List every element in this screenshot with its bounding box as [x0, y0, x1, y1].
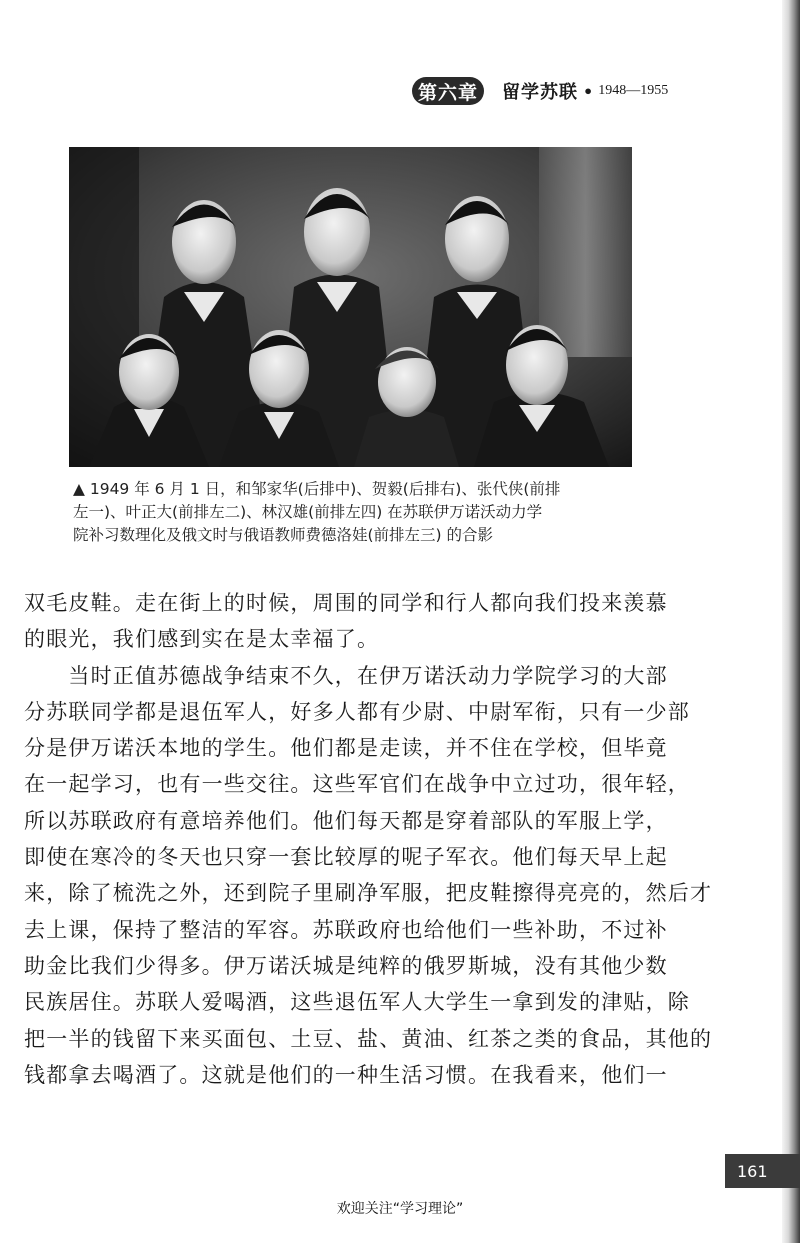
running-header: [412, 76, 668, 106]
body-line: 来，除了梳洗之外，还到院子里刷净军服，把皮鞋擦得亮亮的，然后才: [24, 881, 713, 906]
body-line: 把一半的钱留下来买面包、土豆、盐、黄油、红茶之类的食品，其他的: [24, 1026, 713, 1051]
caption-line: 左一)、叶正大(前排左二)、林汉雄(前排左四) 在苏联伊万诺沃动力学: [73, 503, 543, 521]
body-line: 去上课，保持了整洁的军容。苏联政府也给他们一些补助，不过补: [24, 917, 668, 942]
caption-line: 院补习数理化及俄文时与俄语教师费德洛娃(前排左三) 的合影: [73, 526, 494, 544]
page-number: 161: [725, 1154, 800, 1188]
group-photo: [69, 147, 632, 467]
body-line: 当时正值苏德战争结束不久，在伊万诺沃动力学院学习的大部: [24, 663, 668, 688]
body-line: 分苏联同学都是退伍军人，好多人都有少尉、中尉军衔，只有一少部: [24, 699, 690, 724]
group-photo-illustration: [69, 147, 632, 467]
caption-line: ▲ 1949 年 6 月 1 日，和邹家华(后排中)、贺毅(后排右)、张代侠(前排: [73, 480, 561, 498]
body-line: 分是伊万诺沃本地的学生。他们都是走读，并不住在学校，但毕竟: [24, 736, 668, 761]
chapter-title: 留学苏联: [502, 82, 579, 103]
page-edge-shadow: [782, 0, 800, 1243]
chapter-badge: 第六章: [412, 77, 484, 105]
body-line: 助金比我们少得多。伊万诺沃城是纯粹的俄罗斯城，没有其他少数: [24, 953, 668, 978]
chapter-separator: •: [583, 81, 594, 101]
body-line: 所以苏联政府有意培养他们。他们每天都是穿着部队的军服上学，: [24, 808, 668, 833]
body-line: 的眼光，我们感到实在是太幸福了。: [24, 627, 380, 652]
body-line: 钱都拿去喝酒了。这就是他们的一种生活习惯。在我看来，他们一: [24, 1062, 668, 1087]
body-text: [24, 585, 713, 1093]
body-line: 即使在寒冷的冬天也只穿一套比较厚的呢子军衣。他们每天早上起: [24, 845, 668, 870]
photo-caption: [73, 478, 653, 547]
body-line: 民族居住。苏联人爱喝酒，这些退伍军人大学生一拿到发的津贴，除: [24, 990, 690, 1015]
footer-note: 欢迎关注“学习理论”: [336, 1201, 464, 1217]
body-line: 在一起学习，也有一些交往。这些军官们在战争中立过功，很年轻，: [24, 772, 690, 797]
body-line: 双毛皮鞋。走在街上的时候，周围的同学和行人都向我们投来羡慕: [24, 591, 668, 615]
chapter-years: 1948—1955: [598, 83, 669, 98]
